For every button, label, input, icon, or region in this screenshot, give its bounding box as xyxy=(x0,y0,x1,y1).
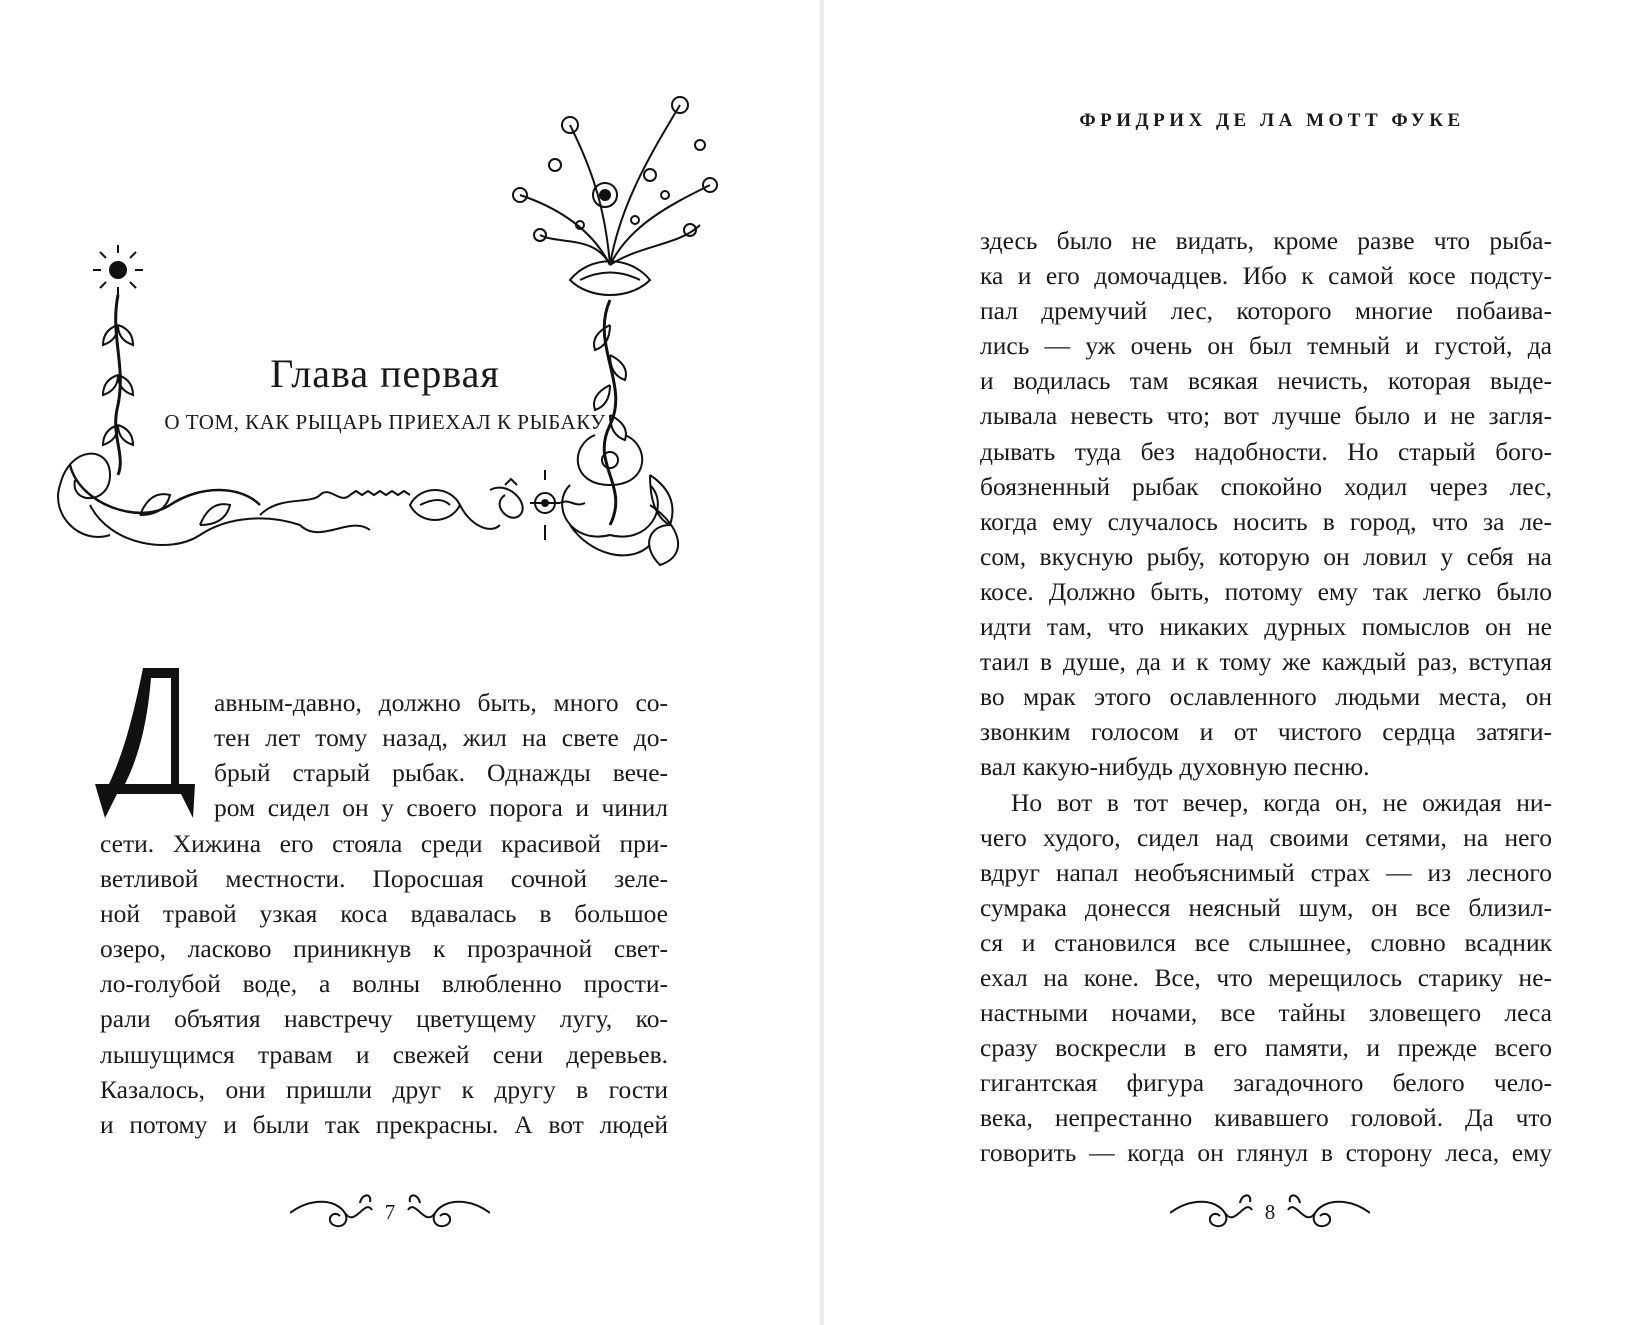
text-line: дывать туда без надобности. Но старый бого- xyxy=(980,436,1552,466)
text-line: гигантская фигура загадочного белого чело- xyxy=(980,1068,1552,1098)
text-line: брый старый рыбак. Однажды вече- xyxy=(214,758,668,788)
floral-frame-ornament xyxy=(50,85,770,575)
flower-tree-ornament xyxy=(513,97,717,295)
chapter-subtitle: О ТОМ, КАК РЫЦАРЬ ПРИЕХАЛ К РЫБАКУ xyxy=(164,410,606,434)
text-line: говорить — когда он глянул в сторону леса, ему xyxy=(980,1138,1552,1168)
text-line: ветливой местности. Поросшая сочной зеле- xyxy=(100,864,668,894)
left-page xyxy=(0,0,820,1325)
text-line: идти там, что никаких дурных помыслов он не xyxy=(980,612,1552,642)
text-line: вдруг напал необъяснимый страх — из лесного xyxy=(980,857,1552,887)
text-line: и потому и были так прекрасны. А вот людей xyxy=(100,1109,668,1139)
text-line: ром сидел он у своего порога и чинил xyxy=(214,793,668,823)
page-number-ornament xyxy=(1170,1188,1370,1238)
text-line: вал какую-нибудь духовную песню. xyxy=(980,752,1370,782)
text-line: сумрака донесся неясный шум, он все близил- xyxy=(980,892,1552,922)
page-number: 8 xyxy=(1264,1200,1276,1224)
text-line: пал дремучий лес, которого многие побаива- xyxy=(980,296,1552,326)
page-number-ornament xyxy=(290,1188,490,1238)
text-line: боязненный рыбак спокойно ходил через лес, xyxy=(980,471,1552,501)
text-line: когда ему случалось носить в город, что за ле- xyxy=(980,506,1552,536)
text-line: сразу воскресли в его памяти, и прежде всего xyxy=(980,1033,1552,1063)
text-line: здесь было не видать, кроме разве что рыба- xyxy=(980,226,1552,255)
text-line: лышущимся травам и свежей сени деревьев. xyxy=(100,1039,668,1069)
text-line: Казалось, они пришли друг к другу в гости xyxy=(100,1074,668,1104)
text-line: настными ночами, все тайны зловещего леса xyxy=(980,998,1552,1028)
text-line: сети. Хижина его стояла среди красивой при- xyxy=(100,829,668,858)
text-line: таил в душе, да и к тому же каждый раз, вступая xyxy=(980,647,1552,677)
text-line: косе. Должно быть, потому ему так легко было xyxy=(980,576,1552,606)
text-line: века, непрестанно кивавшего головой. Да что xyxy=(980,1103,1552,1133)
text-line: звонким голосом и от чистого сердца затяги- xyxy=(980,717,1552,747)
text-line: ной травой узкая коса вдавалась в большое xyxy=(100,899,668,929)
running-head: ФРИДРИХ ДЕ ЛА МОТТ ФУКЕ xyxy=(1079,110,1465,131)
page-number: 7 xyxy=(384,1200,396,1224)
text-line: лывала невесть что; вот лучше было и не загля- xyxy=(980,401,1552,431)
text-line: ехал на коне. Все, что мерещилось старику не- xyxy=(980,962,1552,992)
text-line: лись — уж очень он был темный и густой, да xyxy=(980,331,1552,361)
text-line: сом, вкусную рыбу, которую он ловил у себя на xyxy=(980,541,1552,571)
text-line: чего худого, сидел над своими сетями, на него xyxy=(980,822,1552,852)
text-line: Но вот в тот вечер, когда он, не ожидая ни- xyxy=(1011,787,1552,817)
body-text-right xyxy=(980,223,1552,1171)
text-line: и водилась там всякая нечисть, которая выде- xyxy=(980,366,1552,396)
text-line: рали объятия навстречу цветущему лугу, ко- xyxy=(100,1004,668,1034)
opening-lines-indented xyxy=(214,685,668,825)
text-line: авным-давно, должно быть, много со- xyxy=(214,688,668,717)
drop-cap-letter xyxy=(95,668,205,818)
sun-column-ornament xyxy=(93,245,143,475)
body-text-left xyxy=(100,826,668,1142)
text-line: тен лет тому назад, жил на свете до- xyxy=(214,723,668,753)
chapter-title: Глава первая xyxy=(270,351,500,396)
text-line: ло-голубой воде, а волны влюбленно прости- xyxy=(100,969,668,999)
scroll-band-ornament xyxy=(58,454,678,565)
text-line: ка и его домочадцев. Ибо к самой косе подсту- xyxy=(980,261,1552,291)
text-line: озеро, ласково приникнув к прозрачной свет- xyxy=(100,934,668,964)
text-line: ся и становился все слышнее, словно всадник xyxy=(980,927,1552,957)
text-line: во мрак этого ославленного людьми места, он xyxy=(980,682,1552,712)
